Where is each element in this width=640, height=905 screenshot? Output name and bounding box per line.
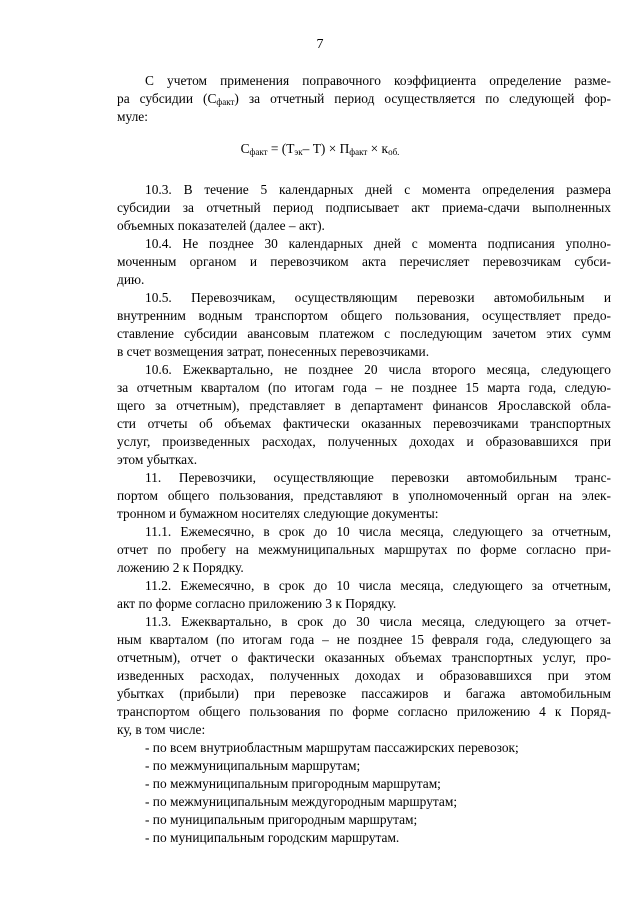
paragraph-line: сти отчеты об объемах фактически оказанных перевозчиками транспортных xyxy=(117,416,611,431)
paragraph-line: изведенных расходах, полученных доходах и образовавшихся при этом xyxy=(117,668,611,683)
paragraph-line: ку, в том числе: xyxy=(117,722,206,737)
paragraph-line: 11. Перевозчики, осуществляющие перевозки автомобильным транс- xyxy=(145,470,611,485)
paragraph-line: в счет возмещения затрат, понесенных перевозчиками. xyxy=(117,344,430,359)
list-item: - по всем внутриобластным маршрутам пассажирских перевозок; xyxy=(145,740,519,755)
paragraph-line: портом общего пользования, представляют в уполномоченный орган на элек- xyxy=(117,488,611,503)
paragraph-line: тронном и бумажном носителях следующие документы: xyxy=(117,506,439,521)
paragraph-line: щего за отчетным), представляет в департамент финансов Ярославской обла- xyxy=(117,398,611,413)
intro-line-2: ра субсидии $(С_{факт})$ за отчетный период осуществляется по следующей фор- xyxy=(117,91,611,107)
paragraph-line: 10.5. Перевозчикам, осуществляющим перевозки автомобильным и xyxy=(145,290,611,305)
paragraph-line: акт по форме согласно приложению 3 к Порядку. xyxy=(117,596,397,611)
paragraph-line: объемных показателей (далее – акт). xyxy=(117,218,325,233)
paragraph-line: 10.4. Не позднее 30 календарных дней с момента подписания уполно- xyxy=(145,236,611,251)
paragraph-line: дию. xyxy=(117,272,145,287)
list-item: - по межмуниципальным маршрутам; xyxy=(145,758,361,773)
paragraph-line: услуг, произведенных расходах, полученных доходах и образовавшихся при xyxy=(117,434,611,449)
paragraph-line: 11.2. Ежемесячно, в срок до 10 числа месяца, следующего за отчетным, xyxy=(145,578,611,593)
paragraph-line: внутренним водным транспортом общего пользования, осуществляет предо- xyxy=(117,308,611,323)
intro-line-1: С учетом применения поправочного коэффициента определение разме- xyxy=(145,73,611,88)
paragraph-line: ным кварталом (по итогам года – не позднее 15 февраля года, следующего за xyxy=(117,632,611,647)
paragraph-line: 10.3. В течение 5 календарных дней с момента определения размера xyxy=(145,182,611,197)
paragraph-line: 10.6. Ежеквартально, не позднее 20 числа второго месяца, следующего xyxy=(145,362,611,377)
list-item: - по муниципальным пригородным маршрутам; xyxy=(145,812,418,827)
list-item: - по межмуниципальным пригородным маршрутам; xyxy=(145,776,441,791)
paragraph-line: транспортом общего пользования по форме согласно приложению 4 к Поряд- xyxy=(117,704,611,719)
subsidy-formula: $С_{факт} = (Т_{эк}-$ $Т) \times П_{факт} \times к_{об.}$ xyxy=(240,141,400,157)
list-item: - по межмуниципальным междугородным маршрутам; xyxy=(145,794,458,809)
paragraph-line: 11.1. Ежемесячно, в срок до 10 числа месяца, следующего за отчетным, xyxy=(145,524,611,539)
paragraph-line: этом убытках. xyxy=(117,452,198,467)
paragraph-line: убытках (прибыли) при перевозке пассажиров и багажа автомобильным xyxy=(117,686,611,701)
paragraph-line: моченным органом и перевозчиком акта перечисляет перевозчикам субси- xyxy=(117,254,611,269)
paragraph-line: субсидии за отчетный период подписывает акт приема-сдачи выполненных xyxy=(117,200,611,215)
intro-line-3: муле: xyxy=(117,109,148,124)
paragraph-line: отчетным), отчет о фактически оказанных объемах транспортных услуг, про- xyxy=(117,650,611,665)
paragraph-line: за отчетным кварталом (по итогам года – не позднее 15 марта года, следую- xyxy=(117,380,611,395)
paragraph-line: отчет по пробегу на межмуниципальных маршрутах по форме согласно при- xyxy=(117,542,611,557)
paragraph-line: ставление субсидии авансовым платежом с последующим зачетом этих сумм xyxy=(117,326,611,341)
list-item: - по муниципальным городским маршрутам. xyxy=(145,830,400,845)
page-number: 7 xyxy=(316,37,324,52)
paragraph-line: 11.3. Ежеквартально, в срок до 30 числа месяца, следующего за отчет- xyxy=(145,614,611,629)
paragraph-line: ложению 2 к Порядку. xyxy=(117,560,244,575)
